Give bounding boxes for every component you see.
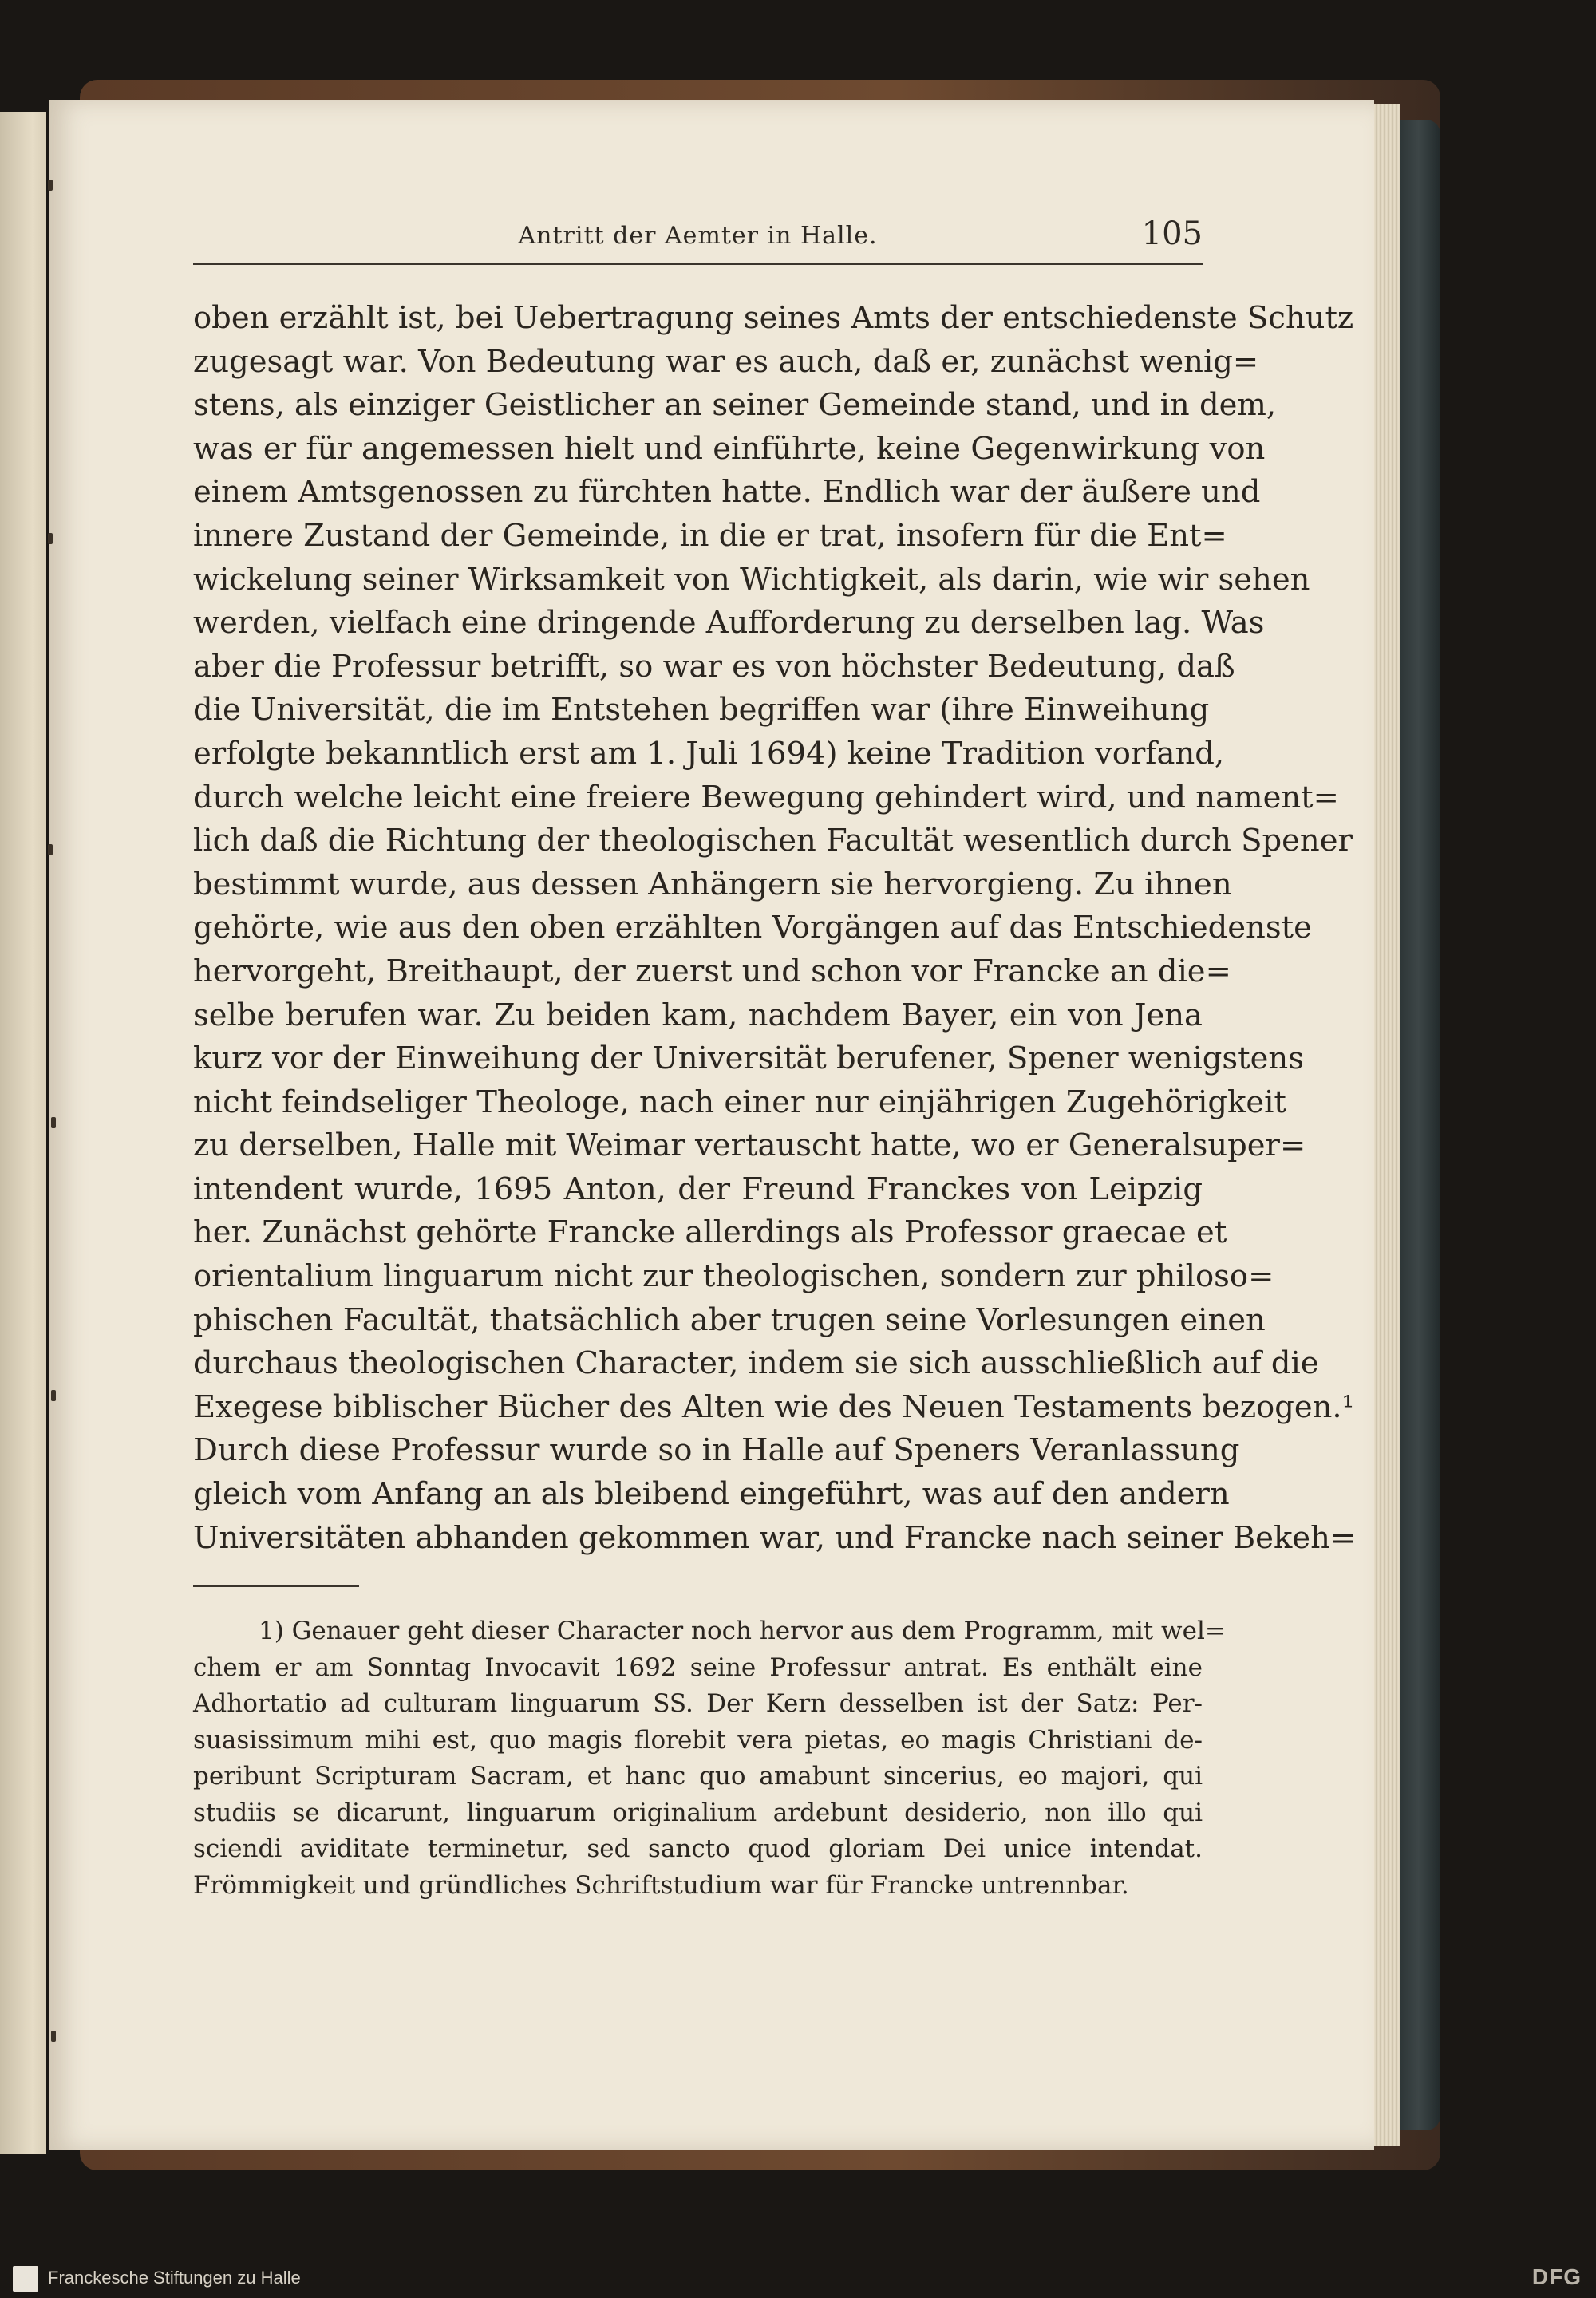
text-line: wickelung seiner Wirksamkeit von Wichtigkeit, als darin, wie wir sehen — [193, 561, 1310, 598]
margin-mark — [51, 2031, 56, 2042]
text-line: Exegese biblischer Bücher des Alten wie des Neuen Testaments bezogen.¹ — [193, 1388, 1355, 1425]
footer-bar — [0, 2260, 1596, 2298]
text-line: her. Zunächst gehörte Francke allerdings als Professor graecae et — [193, 1214, 1227, 1251]
text-line: die Universität, die im Entstehen begriffen war (ihre Einweihung — [193, 692, 1210, 728]
footnote-rule — [193, 1585, 359, 1587]
text-line: zu derselben, Halle mit Weimar vertauscht hatte, wo er Generalsuper= — [193, 1127, 1306, 1164]
text-line: gleich vom Anfang an als bleibend eingeführt, was auf den andern — [193, 1476, 1230, 1513]
text-line: orientalium linguarum nicht zur theologischen, sondern zur philoso= — [193, 1258, 1274, 1295]
text-line: nicht feindseliger Theologe, nach einer nur einjährigen Zugehörigkeit — [193, 1084, 1286, 1120]
page-header — [193, 215, 1203, 265]
running-title: Antritt der Aemter in Halle. — [518, 222, 878, 250]
text-line: gehörte, wie aus den oben erzählten Vorgängen auf das Entschiedenste — [193, 910, 1312, 946]
footnote-line: sciendi aviditate terminetur, sed sancto quod gloriam Dei unice intendat. — [193, 1834, 1203, 1863]
text-line: Universitäten abhanden gekommen war, und Francke nach seiner Bekeh= — [193, 1519, 1357, 1556]
text-line: bestimmt wurde, aus dessen Anhängern sie hervorgieng. Zu ihnen — [193, 866, 1232, 902]
margin-mark — [48, 180, 53, 191]
margin-mark — [48, 844, 53, 855]
text-line: selbe berufen war. Zu beiden kam, nachdem Bayer, ein von Jena — [193, 997, 1203, 1033]
footnotes — [193, 1613, 1226, 1904]
footnote-line: suasissimum mihi est, quo magis florebit vera pietas, eo magis Christiani de- — [193, 1725, 1203, 1755]
text-line: durchaus theologischen Character, indem sie sich ausschließlich auf die — [193, 1345, 1319, 1382]
text-line: hervorgeht, Breithaupt, der zuerst und schon vor Francke an die= — [193, 953, 1231, 989]
margin-mark — [51, 1117, 56, 1128]
footnote-line: Adhortatio ad culturam linguarum SS. Der Kern desselben ist der Satz: Per- — [193, 1689, 1203, 1718]
text-line: zugesagt war. Von Bedeutung war es auch, daß er, zunächst wenig= — [193, 343, 1259, 380]
footnote-line: Frömmigkeit und gründliches Schriftstudium war für Francke untrennbar. — [193, 1870, 1129, 1900]
text-line: was er für angemessen hielt und einführte, keine Gegenwirkung von — [193, 430, 1266, 467]
book-spine — [1396, 120, 1440, 2130]
body-text — [193, 297, 1357, 1560]
footnote-line: peribunt Scripturam Sacram, et hanc quo amabunt sincerius, eo majori, qui — [193, 1762, 1203, 1791]
text-line: oben erzählt ist, bei Uebertragung seines Amts der entschiedenste Schutz — [193, 300, 1354, 336]
text-line: phischen Facultät, thatsächlich aber trugen seine Vorlesungen einen — [193, 1301, 1266, 1338]
dfg-logo: DFG — [1531, 2264, 1582, 2289]
margin-mark — [51, 1390, 56, 1401]
footnote-line: chem er am Sonntag Invocavit 1692 seine Professur antrat. Es enthält eine — [193, 1652, 1203, 1682]
footnote-line: 1) Genauer geht dieser Character noch hervor aus dem Programm, mit wel= — [259, 1617, 1226, 1645]
text-line: intendent wurde, 1695 Anton, der Freund Franckes von Leipzig — [193, 1171, 1203, 1207]
text-line: aber die Professur betrifft, so war es von höchster Bedeutung, daß — [193, 648, 1235, 685]
text-line: durch welche leicht eine freiere Bewegung gehindert wird, und nament= — [193, 779, 1339, 815]
footnote-line: studiis se dicarunt, linguarum originalium ardebunt desiderio, non illo qui — [193, 1798, 1203, 1827]
facing-page-edge — [0, 112, 46, 2154]
text-line: einem Amtsgenossen zu fürchten hatte. Endlich war der äußere und — [193, 474, 1261, 511]
text-line: werden, vielfach eine dringende Aufforderung zu derselben lag. Was — [193, 605, 1265, 642]
text-line: lich daß die Richtung der theologischen Facultät wesentlich durch Spener — [193, 823, 1353, 859]
page-number: 105 — [1141, 215, 1203, 252]
text-line: Durch diese Professur wurde so in Halle auf Speners Veranlassung — [193, 1432, 1240, 1469]
institution-logo-icon — [13, 2266, 38, 2292]
text-line: stens, als einziger Geistlicher an seiner Gemeinde stand, und in dem, — [193, 387, 1277, 424]
footer-institution: Franckesche Stiftungen zu Halle — [48, 2268, 301, 2288]
text-line: kurz vor der Einweihung der Universität berufener, Spener wenigstens — [193, 1040, 1304, 1077]
margin-mark — [48, 533, 53, 544]
text-line: innere Zustand der Gemeinde, in die er trat, insofern für die Ent= — [193, 517, 1227, 554]
text-line: erfolgte bekanntlich erst am 1. Juli 1694) keine Tradition vorfand, — [193, 735, 1225, 772]
